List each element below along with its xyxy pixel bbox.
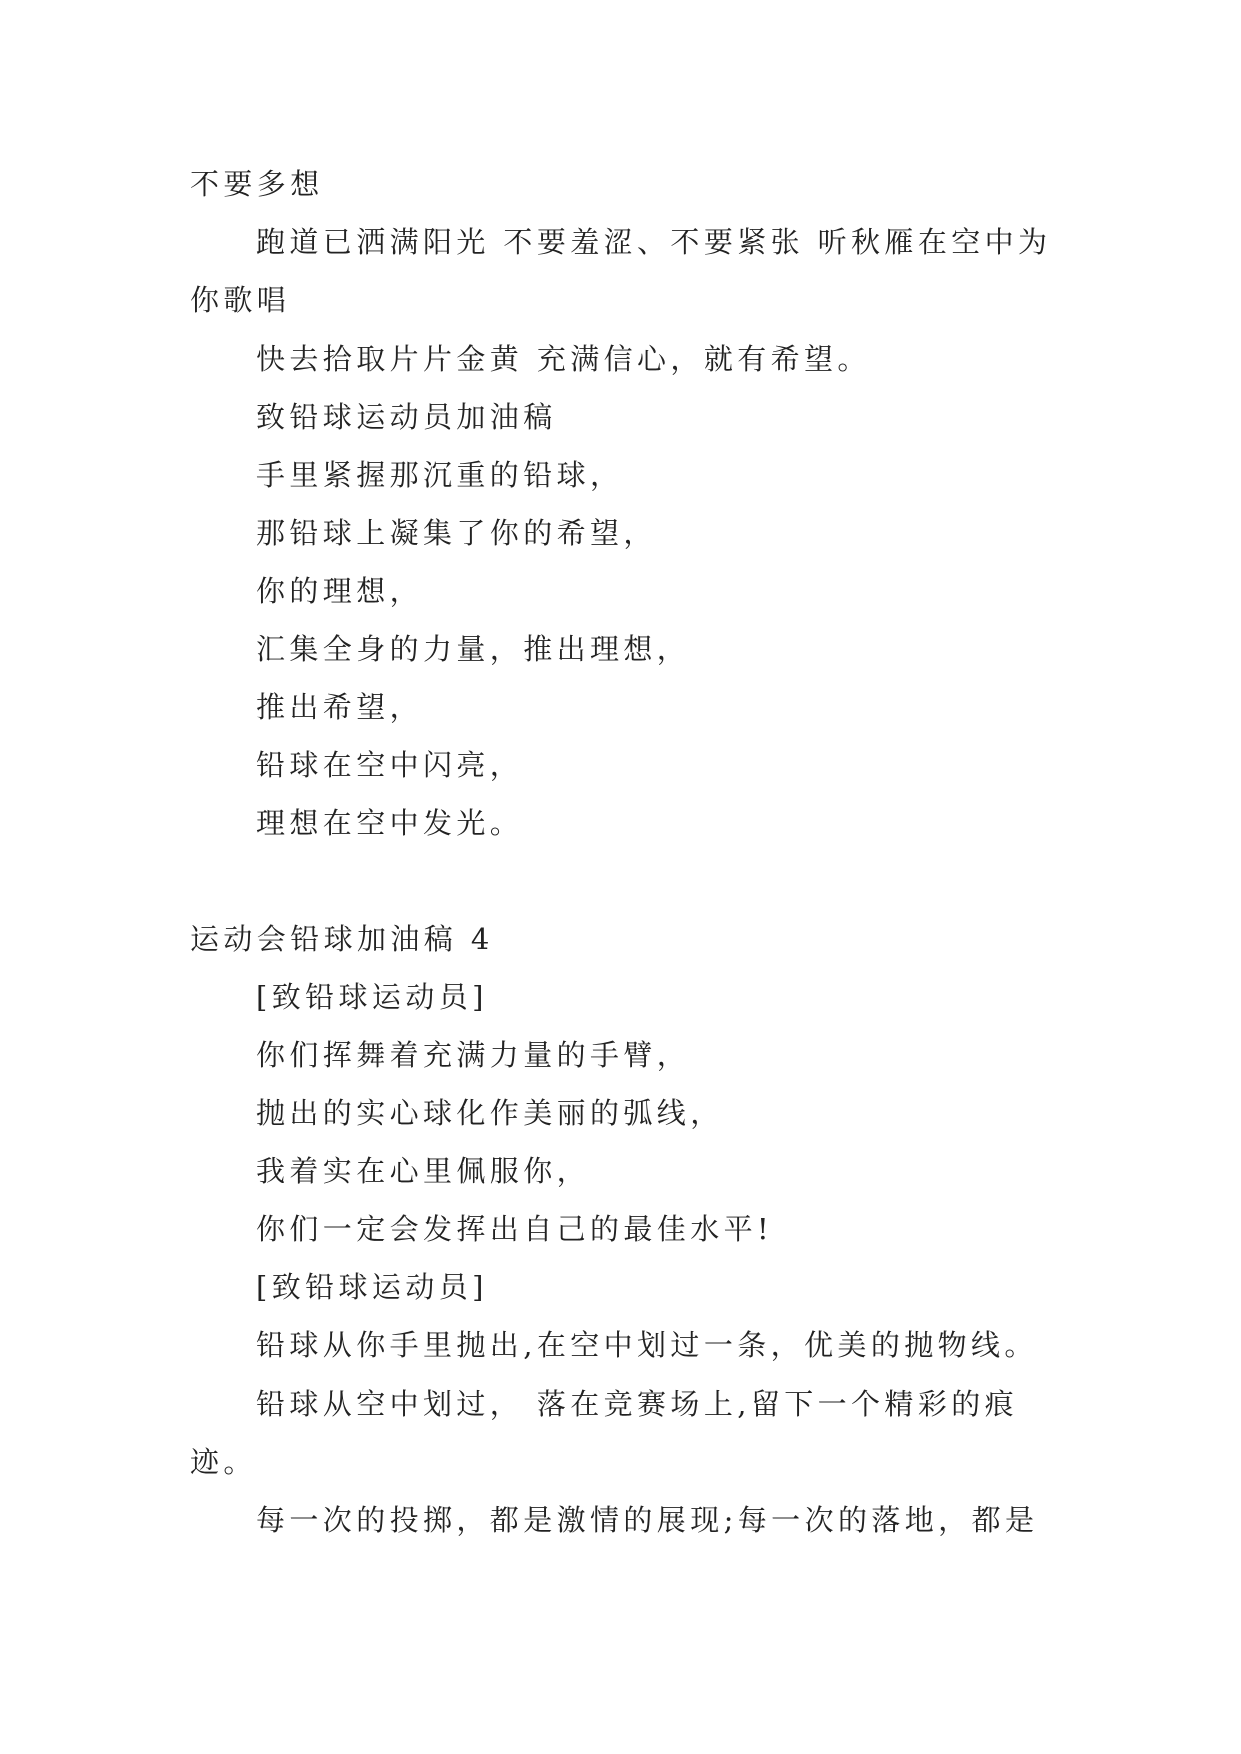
text-line: 抛出的实心球化作美丽的弧线， bbox=[256, 1096, 724, 1130]
text-line: 迹。 bbox=[190, 1445, 257, 1479]
text-line: 跑道已洒满阳光 不要羞涩、不要紧张 听秋雁在空中为 bbox=[256, 225, 1052, 259]
text-line: [致铅球运动员] bbox=[256, 1270, 488, 1304]
text-line: 你们挥舞着充满力量的手臂， bbox=[256, 1038, 691, 1072]
text-line: 汇集全身的力量，推出理想， bbox=[256, 632, 691, 666]
section-heading: 运动会铅球加油稿 4 bbox=[190, 922, 494, 956]
text-line: 你歌唱 bbox=[190, 283, 291, 317]
text-line: 每一次的投掷，都是激情的展现;每一次的落地，都是 bbox=[256, 1503, 1039, 1537]
text-line: 理想在空中发光。 bbox=[256, 806, 524, 840]
text-line: 你的理想， bbox=[256, 574, 424, 608]
text-line: 快去拾取片片金黄 充满信心，就有希望。 bbox=[256, 342, 871, 376]
text-line: 那铅球上凝集了你的希望， bbox=[256, 516, 657, 550]
text-line: 铅球在空中闪亮， bbox=[256, 748, 524, 782]
text-line: 你们一定会发挥出自己的最佳水平! bbox=[256, 1212, 774, 1246]
text-line: 我着实在心里佩服你， bbox=[256, 1154, 591, 1188]
text-line: 铅球从你手里抛出,在空中划过一条，优美的抛物线。 bbox=[256, 1328, 1038, 1362]
text-line: 不要多想 bbox=[190, 167, 324, 201]
text-line: 推出希望， bbox=[256, 690, 424, 724]
text-line: 手里紧握那沉重的铅球， bbox=[256, 458, 624, 492]
text-line: 致铅球运动员加油稿 bbox=[256, 400, 557, 434]
text-line: [致铅球运动员] bbox=[256, 980, 488, 1014]
text-line: 铅球从空中划过， 落在竞赛场上,留下一个精彩的痕 bbox=[256, 1387, 1019, 1421]
